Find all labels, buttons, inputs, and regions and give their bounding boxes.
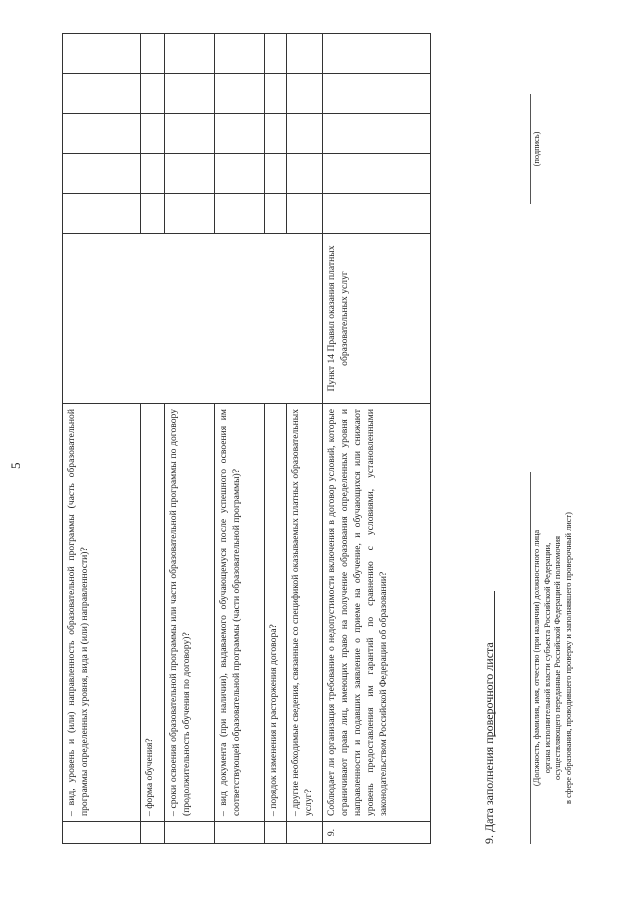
row-number: [141, 822, 165, 844]
answer-cell: [165, 114, 215, 154]
table-row: [63, 34, 141, 844]
answer-cell: [215, 194, 265, 234]
answer-cell: [265, 194, 287, 234]
official-caption-line: осуществляющего переданные Российской Федерацией полномочия: [553, 536, 562, 780]
row-number: [215, 822, 265, 844]
answer-cell: [63, 114, 141, 154]
answer-cell: [323, 114, 431, 154]
reference-cell: [63, 234, 323, 404]
table-row: [287, 34, 323, 844]
signature-caption: (подпись): [532, 131, 541, 167]
answer-cell: [287, 74, 323, 114]
official-caption: [532, 472, 574, 844]
table-row: [165, 34, 215, 844]
answer-cell: [63, 34, 141, 74]
answer-cell: [215, 114, 265, 154]
row-number: [265, 822, 287, 844]
fill-date-line: [494, 591, 495, 736]
question-cell: – другие необходимые сведения, связанные со спецификой оказываемых платных образовательных услуг?: [287, 404, 323, 822]
table-row: [323, 34, 431, 844]
row-number: [63, 822, 141, 844]
answer-cell: [141, 114, 165, 154]
question-cell: – сроки освоения образовательной программы или части образовательной программы по договору (продолжительность обучения по договору)?: [165, 404, 215, 822]
answer-cell: [287, 194, 323, 234]
question-cell: Соблюдает ли организация требование о недопустимости включения в договор условий, которые ограничивают права лиц, имеющих право на получение образования определенных уровня и направленности и подавших заявление о приеме на обучение, и обучающихся или снижают уровень предоставления им гарантий по сравнению с условиями, установленными законодательством Российской Федерации об образовании?: [323, 404, 431, 822]
answer-cell: [165, 154, 215, 194]
answer-cell: [165, 194, 215, 234]
question-cell: – вид, уровень и (или) направленность образовательной программы (часть образовательной программы определенных уровня, вида и (или) направленности)?: [63, 404, 141, 822]
checklist-table: [62, 33, 431, 844]
table-row: [141, 34, 165, 844]
answer-cell: [265, 34, 287, 74]
row-number: 9.: [323, 822, 431, 844]
question-cell: – форма обучения?: [141, 404, 165, 822]
fill-date-label: 9. Дата заполнения проверочного листа: [482, 642, 496, 844]
answer-cell: [141, 34, 165, 74]
answer-cell: [63, 74, 141, 114]
answer-cell: [141, 74, 165, 114]
answer-cell: [215, 34, 265, 74]
signature-line: [530, 94, 531, 204]
question-cell: – вид документа (при наличии), выдаваемого обучающемуся после успешного освоения им соответствующей образовательной программы (части образовательной программы)?: [215, 404, 265, 822]
official-name-line: [530, 472, 531, 844]
answer-cell: [63, 194, 141, 234]
answer-cell: [323, 194, 431, 234]
table-row: [265, 34, 287, 844]
answer-cell: [165, 34, 215, 74]
answer-cell: [215, 74, 265, 114]
row-number: [165, 822, 215, 844]
question-cell: – порядок изменения и расторжения договора?: [265, 404, 287, 822]
answer-cell: [287, 34, 323, 74]
official-caption-line: органа исполнительной власти субъекта Российской Федерации,: [542, 542, 552, 774]
reference-cell: Пункт 14 Правил оказания платных образовательных услуг: [323, 234, 431, 404]
answer-cell: [215, 154, 265, 194]
official-caption-line: в сфере образования, проводившего проверку и заполнявшего проверочный лист): [563, 512, 573, 804]
answer-cell: [141, 194, 165, 234]
answer-cell: [323, 154, 431, 194]
row-number: [287, 822, 323, 844]
answer-cell: [165, 74, 215, 114]
answer-cell: [287, 114, 323, 154]
answer-cell: [265, 74, 287, 114]
answer-cell: [287, 154, 323, 194]
table-row: [215, 34, 265, 844]
answer-cell: [265, 114, 287, 154]
answer-cell: [323, 34, 431, 74]
answer-cell: [265, 154, 287, 194]
page-number: 5: [8, 462, 23, 469]
answer-cell: [63, 154, 141, 194]
answer-cell: [323, 74, 431, 114]
answer-cell: [141, 154, 165, 194]
official-caption-line: (Должность, фамилия, имя, отчество (при наличии) должностного лица: [532, 529, 541, 787]
